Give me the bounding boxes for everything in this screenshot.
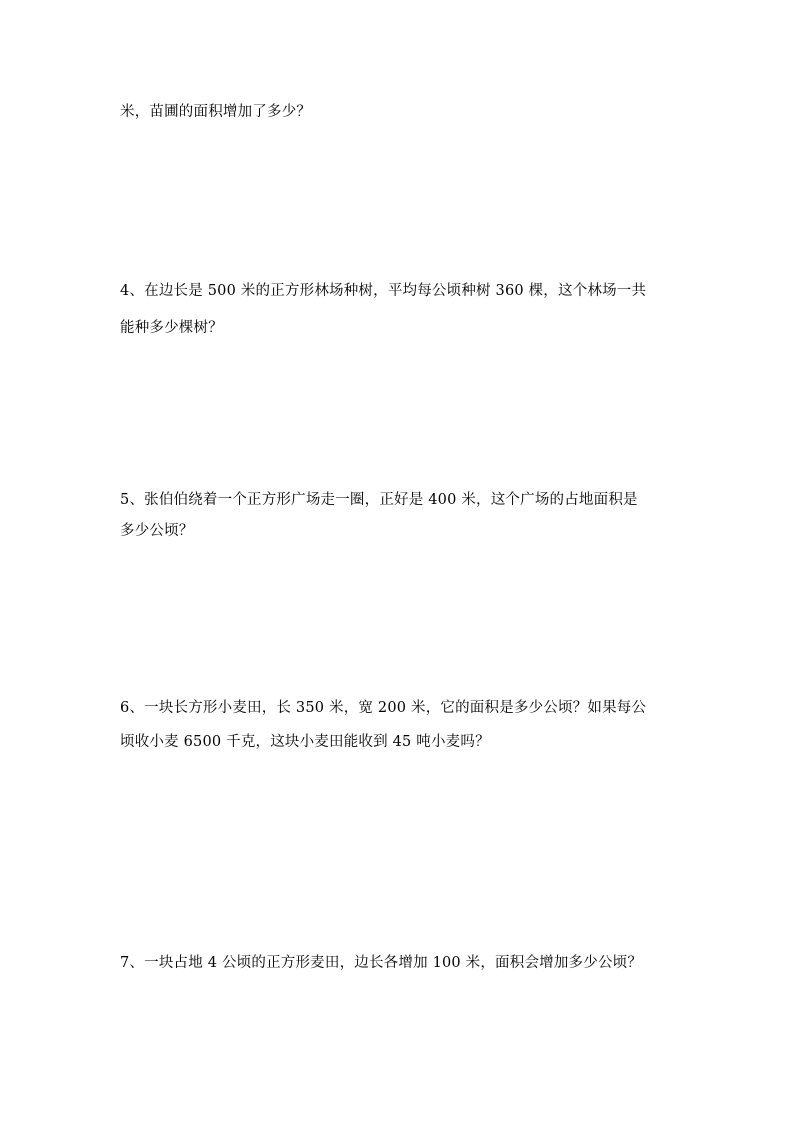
problem-4-text-line-2: 能种多少棵树？ <box>120 320 223 336</box>
problem-6-text-line-1: 6、一块长方形小麦田，长 350 米，宽 200 米，它的面积是多少公顷？如果每公 <box>120 700 647 716</box>
problem-3-continuation-text: 米，苗圃的面积增加了多少？ <box>120 104 312 120</box>
problem-6-text-line-2: 顷收小麦 6500 千克，这块小麦田能收到 45 吨小麦吗？ <box>120 734 490 750</box>
problem-5-text-line-2: 多少公顷？ <box>120 523 194 539</box>
problem-7-text-line-1: 7、一块占地 4 公顷的正方形麦田，边长各增加 100 米，面积会增加多少公顷？ <box>120 955 643 971</box>
problem-5-text-line-1: 5、张伯伯绕着一个正方形广场走一圈，正好是 400 米，这个广场的占地面积是 <box>120 492 638 508</box>
problem-4-text-line-1: 4、在边长是 500 米的正方形林场种树，平均每公顷种树 360 棵，这个林场一共 <box>120 283 647 299</box>
